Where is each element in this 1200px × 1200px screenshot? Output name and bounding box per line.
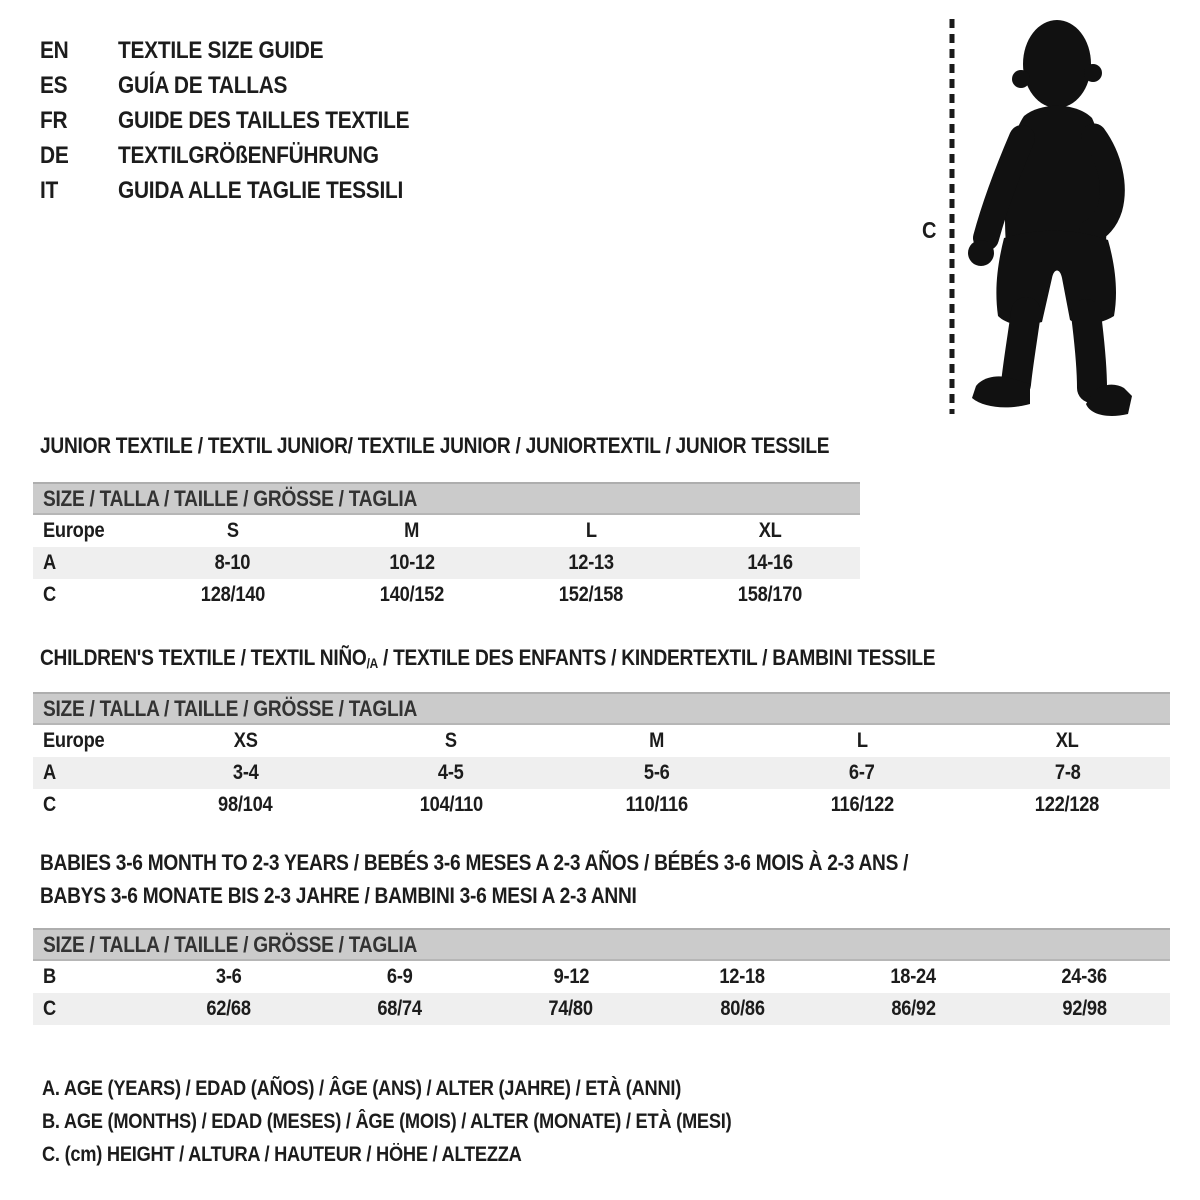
value-cell: 104/110 (419, 793, 483, 816)
language-title-block (40, 33, 453, 208)
value-cell: 10-12 (389, 551, 435, 574)
value-cell: 158/170 (738, 583, 803, 606)
value-cell: XS (233, 729, 258, 752)
language-title: GUIDA ALLE TAGLIE TESSILI (118, 177, 404, 204)
value-cell: 62/68 (206, 997, 251, 1020)
junior-section-heading: JUNIOR TEXTILE / TEXTIL JUNIOR/ TEXTILE JUNIOR / JUNIORTEXTIL / JUNIOR TESSILE (40, 433, 830, 458)
value-cell: 116/122 (830, 793, 894, 816)
children-size-table (33, 692, 1170, 821)
value-cell: 12-13 (568, 551, 614, 574)
footnote-a: A. AGE (YEARS) / EDAD (AÑOS) / ÂGE (ANS) / ALTER (JAHRE) / ETÀ (ANNI) (42, 1077, 682, 1100)
language-code: ES (40, 72, 68, 99)
table-row (33, 789, 1170, 821)
row-label-cell: A (43, 761, 56, 784)
value-cell: 7-8 (1054, 761, 1081, 784)
toddler-figure (968, 20, 1132, 416)
junior-size-table (33, 482, 860, 611)
babies-section-heading-line1: BABIES 3-6 MONTH TO 2-3 YEARS / BEBÉS 3-6 MESES A 2-3 AÑOS / BÉBÉS 3-6 MOIS À 2-3 ANS / (40, 850, 909, 875)
footnotes-block (42, 1072, 834, 1171)
table-row (33, 547, 860, 579)
children-table-rows (33, 725, 1170, 821)
value-cell: XL (1055, 729, 1079, 752)
value-cell: 140/152 (379, 583, 444, 606)
row-label-cell: C (43, 793, 56, 816)
value-cell: 14-16 (747, 551, 794, 574)
value-cell: 3-4 (232, 761, 259, 784)
table-row (33, 725, 1170, 757)
language-title: TEXTILE SIZE GUIDE (118, 37, 324, 64)
row-label-cell: B (43, 965, 56, 988)
size-header-bar: SIZE / TALLA / TAILLE / GRÖSSE / TAGLIA (33, 692, 1170, 725)
value-cell: 122/128 (1035, 793, 1100, 816)
value-cell: 8-10 (214, 551, 251, 574)
language-row (40, 33, 453, 68)
value-cell: S (226, 519, 239, 542)
row-label-cell: A (43, 551, 56, 574)
language-code: EN (40, 37, 69, 64)
row-label-cell: Europe (43, 519, 105, 542)
value-cell: 128/140 (200, 583, 265, 606)
language-title: GUIDE DES TAILLES TEXTILE (118, 107, 410, 134)
language-row (40, 103, 453, 138)
row-label-cell: C (43, 583, 56, 606)
value-cell: M (649, 729, 664, 752)
value-cell: 3-6 (215, 965, 242, 988)
language-code: DE (40, 142, 69, 169)
value-cell: 24-36 (1061, 965, 1108, 988)
value-cell: S (445, 729, 458, 752)
junior-table-rows (33, 515, 860, 611)
language-row (40, 138, 453, 173)
height-measure-label: C (921, 217, 937, 243)
children-section-heading: CHILDREN'S TEXTILE / TEXTIL NIÑO/A / TEXTILE DES ENFANTS / KINDERTEXTIL / BAMBINI TESSILE (40, 645, 936, 671)
value-cell: 86/92 (891, 997, 936, 1020)
babies-size-table (33, 928, 1170, 1025)
language-row (40, 68, 453, 103)
table-row (33, 515, 860, 547)
size-header-bar: SIZE / TALLA / TAILLE / GRÖSSE / TAGLIA (33, 928, 1170, 961)
toddler-silhouette-icon (926, 16, 1136, 418)
language-title: GUÍA DE TALLAS (118, 72, 288, 99)
footnote-c: C. (cm) HEIGHT / ALTURA / HAUTEUR / HÖHE / ALTEZZA (42, 1143, 522, 1166)
value-cell: 152/158 (559, 583, 624, 606)
language-title: TEXTILGRÖßENFÜHRUNG (118, 142, 379, 169)
value-cell: 110/116 (625, 793, 688, 816)
value-cell: M (404, 519, 420, 542)
value-cell: L (856, 729, 868, 752)
value-cell: 18-24 (890, 965, 936, 988)
table-row (33, 579, 860, 611)
value-cell: 74/80 (548, 997, 594, 1020)
value-cell: 80/86 (719, 997, 765, 1020)
value-cell: 6-7 (849, 761, 875, 784)
row-label-cell: C (43, 997, 56, 1020)
size-header-bar: SIZE / TALLA / TAILLE / GRÖSSE / TAGLIA (33, 482, 860, 515)
value-cell: 12-18 (719, 965, 765, 988)
value-cell: L (585, 519, 597, 542)
value-cell: XL (758, 519, 782, 542)
language-code: IT (40, 177, 59, 204)
value-cell: 5-6 (643, 761, 670, 784)
nino-a-subscript: /A (366, 656, 378, 671)
value-cell: 6-9 (386, 965, 413, 988)
row-label-cell: Europe (43, 729, 105, 752)
babies-table-rows (33, 961, 1170, 1025)
value-cell: 68/74 (377, 997, 422, 1020)
table-row (33, 961, 1170, 993)
value-cell: 98/104 (218, 793, 273, 816)
language-row (40, 173, 453, 208)
language-code: FR (40, 107, 68, 134)
babies-section-heading-line2: BABYS 3-6 MONATE BIS 2-3 JAHRE / BAMBINI 3-6 MESI A 2-3 ANNI (40, 883, 637, 908)
value-cell: 4-5 (438, 761, 464, 784)
footnote-b: B. AGE (MONTHS) / EDAD (MESES) / ÂGE (MOIS) / ALTER (MONATE) / ETÀ (MESI) (42, 1110, 732, 1133)
value-cell: 9-12 (553, 965, 589, 988)
table-row (33, 993, 1170, 1025)
table-row (33, 757, 1170, 789)
value-cell: 92/98 (1062, 997, 1107, 1020)
